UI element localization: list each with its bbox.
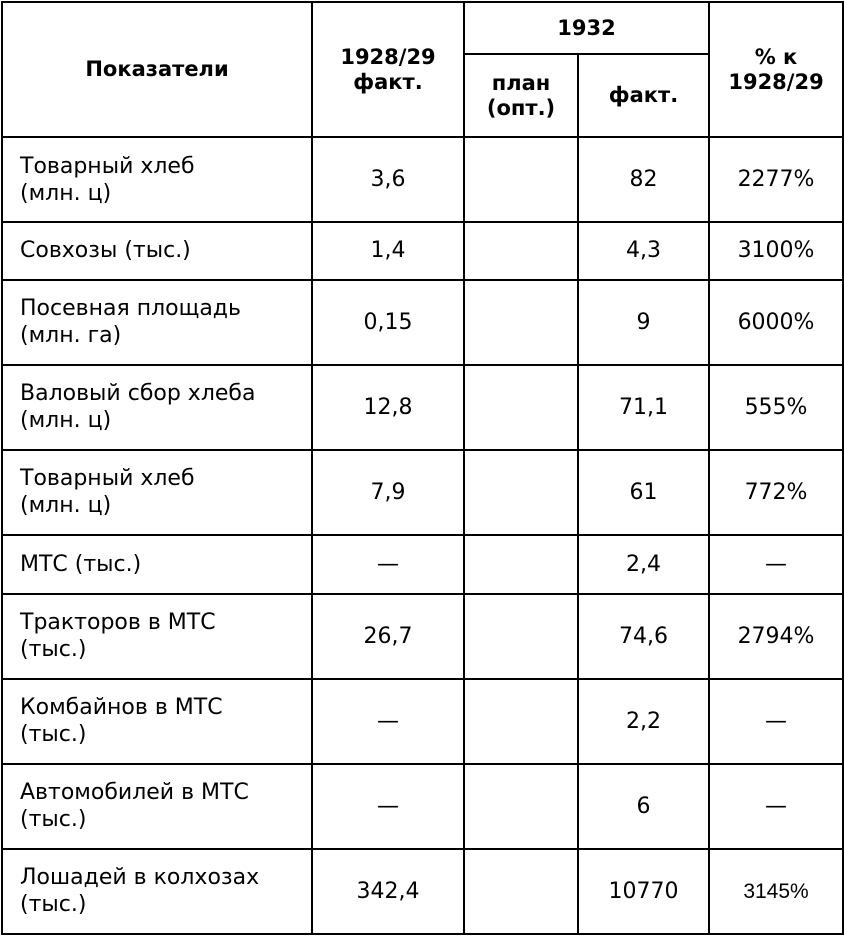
table-row xyxy=(2,137,843,222)
cell-base: 26,7 xyxy=(312,594,464,679)
cell-base: — xyxy=(312,535,464,594)
cell-plan xyxy=(464,535,578,594)
table-row xyxy=(2,679,843,764)
header-indicator xyxy=(2,2,312,137)
table-row xyxy=(2,365,843,450)
cell-fact: 2,2 xyxy=(578,679,709,764)
cell-fact: 61 xyxy=(578,450,709,535)
cell-base: 0,15 xyxy=(312,280,464,365)
header-base-year-line1: 1928/29 xyxy=(340,44,436,69)
cell-plan xyxy=(464,679,578,764)
cell-percent: 3100% xyxy=(709,222,843,280)
header-plan-line1: план xyxy=(491,70,551,95)
header-percent xyxy=(709,2,843,137)
cell-base: 7,9 xyxy=(312,450,464,535)
table-row xyxy=(2,280,843,365)
row-label-line1: Товарный хлеб xyxy=(20,466,195,492)
data-table xyxy=(1,1,844,935)
table-row xyxy=(2,535,843,594)
row-label: Совхозы (тыс.) xyxy=(2,222,312,280)
cell-fact: 10770 xyxy=(578,849,709,934)
cell-base: 342,4 xyxy=(312,849,464,934)
row-label-line1: Комбайнов в МТС xyxy=(20,695,223,721)
row-label: МТС (тыс.) xyxy=(2,535,312,594)
row-label-line1: Автомобилей в МТС xyxy=(20,780,249,806)
cell-percent: 772% xyxy=(709,450,843,535)
row-label-line1: Лошадей в колхозах xyxy=(20,865,260,891)
cell-fact: 6 xyxy=(578,764,709,849)
header-base-year xyxy=(312,2,464,137)
cell-base: 12,8 xyxy=(312,365,464,450)
cell-percent: — xyxy=(709,679,843,764)
cell-base: — xyxy=(312,764,464,849)
cell-fact: 2,4 xyxy=(578,535,709,594)
header-fact xyxy=(578,54,709,137)
row-label-line2: (тыс.) xyxy=(20,807,87,833)
cell-percent: 2794% xyxy=(709,594,843,679)
cell-percent: 555% xyxy=(709,365,843,450)
cell-fact: 82 xyxy=(578,137,709,222)
header-plan xyxy=(464,54,578,137)
row-label-line1: Валовый сбор хлеба xyxy=(20,381,256,407)
cell-percent: — xyxy=(709,535,843,594)
row-label xyxy=(2,849,312,934)
row-label-line2: (тыс.) xyxy=(20,892,87,918)
cell-base: 1,4 xyxy=(312,222,464,280)
header-plan-line2: (опт.) xyxy=(486,95,556,120)
header-percent-line1: % к xyxy=(754,44,798,69)
cell-fact: 71,1 xyxy=(578,365,709,450)
row-label-line2: (тыс.) xyxy=(20,637,87,663)
table-row xyxy=(2,764,843,849)
cell-base: 3,6 xyxy=(312,137,464,222)
row-label-line2: (млн. ц) xyxy=(20,493,112,519)
cell-plan xyxy=(464,222,578,280)
row-label xyxy=(2,679,312,764)
cell-percent: — xyxy=(709,764,843,849)
row-label xyxy=(2,594,312,679)
cell-plan xyxy=(464,764,578,849)
row-label xyxy=(2,137,312,222)
cell-plan xyxy=(464,365,578,450)
cell-base: — xyxy=(312,679,464,764)
header-percent-line2: 1928/29 xyxy=(728,69,824,94)
row-label-line2: (млн. ц) xyxy=(20,408,112,434)
row-label-line2: (млн. ц) xyxy=(20,180,112,206)
cell-percent: 3145% xyxy=(709,849,843,934)
table-row xyxy=(2,222,843,280)
row-label xyxy=(2,365,312,450)
cell-plan xyxy=(464,137,578,222)
cell-percent: 2277% xyxy=(709,137,843,222)
header-indicator-label: Показатели xyxy=(85,57,229,81)
cell-fact: 74,6 xyxy=(578,594,709,679)
cell-fact: 9 xyxy=(578,280,709,365)
header-year xyxy=(464,2,709,54)
header-year-label: 1932 xyxy=(557,15,616,40)
row-label xyxy=(2,280,312,365)
cell-plan xyxy=(464,280,578,365)
header-fact-label: факт. xyxy=(608,83,679,107)
cell-plan xyxy=(464,849,578,934)
header-base-year-line2: факт. xyxy=(353,69,423,94)
cell-percent: 6000% xyxy=(709,280,843,365)
row-label-line1: Тракторов в МТС xyxy=(20,610,216,636)
row-label-line1: Товарный хлеб xyxy=(20,153,195,179)
row-label xyxy=(2,450,312,535)
table-row xyxy=(2,594,843,679)
row-label-line2: (тыс.) xyxy=(20,722,87,748)
row-label-line2: (млн. га) xyxy=(20,323,122,349)
cell-fact: 4,3 xyxy=(578,222,709,280)
table-row xyxy=(2,849,843,934)
row-label-line1: Посевная площадь xyxy=(20,296,241,322)
cell-plan xyxy=(464,594,578,679)
cell-plan xyxy=(464,450,578,535)
table-row xyxy=(2,450,843,535)
row-label xyxy=(2,764,312,849)
